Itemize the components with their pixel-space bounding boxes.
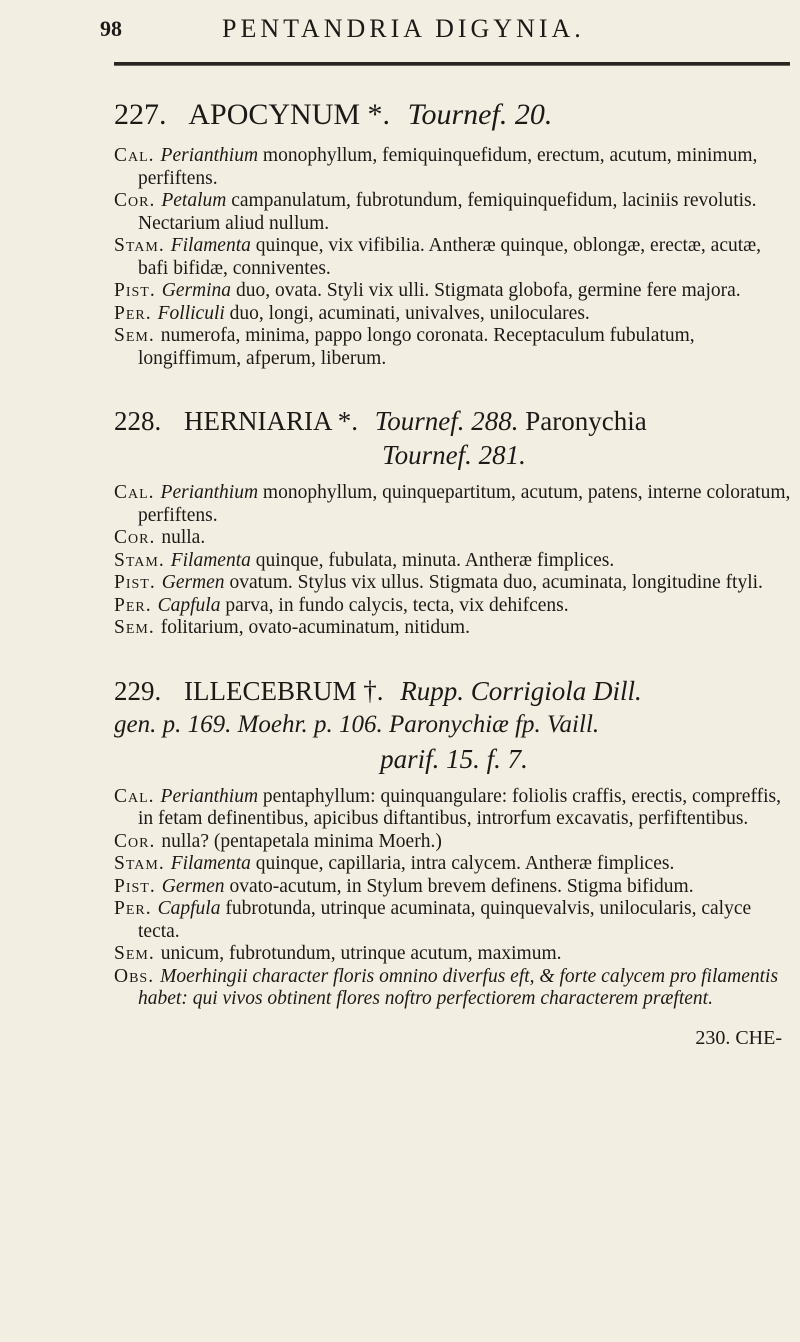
entry-term: Capfula	[157, 594, 221, 616]
entry-pist	[114, 280, 794, 303]
entry-label: Pist.	[114, 572, 156, 593]
genus-number: 227.	[114, 98, 167, 131]
catchword: 230. CHE-	[695, 1026, 782, 1049]
entry-text: nulla.	[161, 527, 206, 548]
genus-heading	[114, 404, 794, 472]
entry-label: Pist.	[114, 875, 156, 897]
entry-label: Cor.	[114, 190, 156, 211]
entry-per	[114, 898, 794, 943]
entry-label: Cor.	[114, 527, 156, 548]
entry-text: duo, longi, acuminati, univalves, uniloculares.	[224, 302, 590, 324]
entry-sem	[114, 617, 794, 640]
entry-text: monophyllum, femiquinquefidum, erectum, acutum, minimum, perfiftens.	[138, 145, 758, 189]
entry-label: Stam.	[114, 853, 165, 874]
entry-label: Cal.	[114, 785, 155, 807]
genus-synonym-authority: Tournef. 281.	[382, 440, 526, 470]
entry-term: Folliculi	[157, 302, 225, 324]
entry-term: Perianthium	[160, 482, 259, 503]
entry-label: Cor.	[114, 830, 156, 852]
genus-references: gen. p. 169. Moehr. p. 106. Paronychiæ fp. Vaill.	[114, 710, 600, 738]
entry-stam	[114, 853, 794, 876]
entry-cal	[114, 482, 794, 527]
entry-label: Cal.	[114, 145, 155, 166]
entry-label: Stam.	[114, 235, 165, 256]
entry-text: quinque, capillaria, intra calycem. Antheræ fimplices.	[250, 853, 675, 874]
entry-text: fubrotunda, utrinque acuminata, quinquevalvis, unilocularis, calyce tecta.	[138, 898, 752, 942]
entry-label: Per.	[114, 594, 152, 616]
genus-references-cont: parif. 15. f. 7.	[380, 743, 528, 774]
entry-label: Pist.	[114, 280, 156, 301]
entry-obs	[114, 966, 794, 1011]
entry-cor	[114, 527, 794, 550]
entry-text: pentaphyllum: quinquangulare: foliolis craffis, erectis, compreffis, in fetam definentibus, apicibus diftantibus, introrfum excavatis, perfiftentibus.	[138, 785, 781, 829]
entry-stam	[114, 550, 794, 573]
entry-pist	[114, 876, 794, 899]
entry-text: ovato-acutum, in Stylum brevem definens. Stigma bifidum.	[224, 875, 694, 897]
entry-label: Sem.	[114, 325, 155, 346]
entry-term: Germen	[161, 572, 225, 593]
entry-sem	[114, 325, 794, 370]
genus-name: HERNIARIA *.	[184, 406, 358, 436]
entry-term: Perianthium	[160, 785, 259, 807]
genus-name: ILLECEBRUM †.	[184, 675, 384, 706]
page-body	[114, 95, 794, 1050]
entry-per	[114, 595, 794, 618]
page-number: 98	[100, 16, 122, 41]
entry-term: Filamenta	[170, 549, 251, 571]
entry-pist	[114, 572, 794, 595]
entry-text: ovatum. Stylus vix ullus. Stigmata duo, acuminata, longitudine ftyli.	[224, 572, 763, 593]
entry-term: Moerhingii character floris omnino diverfus eft, & forte calycem pro filamentis habet: qui vivos obtinent flores noftro perfectiorem characterem præftent.	[138, 965, 779, 1009]
entry-cor	[114, 831, 794, 854]
entry-term: Filamenta	[170, 853, 251, 874]
header-rule	[114, 62, 790, 66]
entry-text: nulla? (pentapetala minima Moerh.)	[161, 830, 442, 852]
genus-heading	[114, 95, 794, 135]
genus-number: 229.	[114, 675, 162, 706]
entry-text: quinque, vix vifibilia. Antheræ quinque, oblongæ, erectæ, acutæ, bafi bifidæ, conniventes.	[138, 235, 762, 279]
entry-text: unicum, fubrotundum, utrinque acutum, maximum.	[160, 943, 562, 964]
entry-label: Obs.	[114, 965, 155, 987]
genus-synonym: Paronychia	[525, 406, 647, 436]
entry-per	[114, 303, 794, 326]
entry-cal	[114, 786, 794, 831]
entry-cal	[114, 145, 794, 190]
entry-label: Cal.	[114, 482, 155, 503]
entry-text: monophyllum, quinquepartitum, acutum, patens, interne coloratum, perfiftens.	[138, 482, 791, 526]
entry-label: Sem.	[114, 943, 155, 964]
genus-authority: Tournef. 288.	[374, 406, 519, 436]
entry-text: duo, ovata. Styli vix ulli. Stigmata globofa, germine fere majora.	[231, 280, 741, 301]
entry-term: Germina	[161, 280, 232, 301]
genus-heading	[114, 674, 794, 776]
entry-term: Germen	[161, 875, 225, 897]
running-head: PENTANDRIA DIGYNIA.	[222, 14, 585, 43]
genus-authority: Rupp. Corrigiola Dill.	[400, 675, 642, 706]
entry-label: Stam.	[114, 549, 165, 571]
entry-term: Filamenta	[170, 235, 251, 256]
entry-text: parva, in fundo calycis, tecta, vix dehifcens.	[220, 594, 569, 616]
entry-label: Sem.	[114, 617, 155, 638]
entry-term: Petalum	[161, 190, 227, 211]
entry-text: quinque, fubulata, minuta. Antheræ fimplices.	[250, 549, 615, 571]
genus-name: APOCYNUM *.	[188, 98, 391, 131]
genus-number: 228.	[114, 406, 162, 436]
genus-authority: Tournef. 20.	[407, 98, 553, 131]
genus-section-illecebrum	[114, 674, 794, 1011]
entry-text: folitarium, ovato-acuminatum, nitidum.	[160, 617, 470, 638]
entry-stam	[114, 235, 794, 280]
entry-text: numerofa, minima, pappo longo coronata. Receptaculum fubulatum, longiffimum, afperum, liberum.	[138, 325, 695, 369]
entry-label: Per.	[114, 302, 152, 324]
entry-cor	[114, 190, 794, 235]
genus-section-herniaria	[114, 404, 794, 640]
entry-term: Perianthium	[160, 145, 259, 166]
entry-term: Capfula	[157, 898, 221, 919]
page-header	[100, 14, 780, 50]
entry-label: Per.	[114, 898, 152, 919]
genus-section-apocynum	[114, 95, 794, 370]
entry-sem	[114, 943, 794, 966]
entry-text: campanulatum, fubrotundum, femiquinquefidum, laciniis revolutis. Nectarium aliud nullum.	[138, 190, 757, 234]
